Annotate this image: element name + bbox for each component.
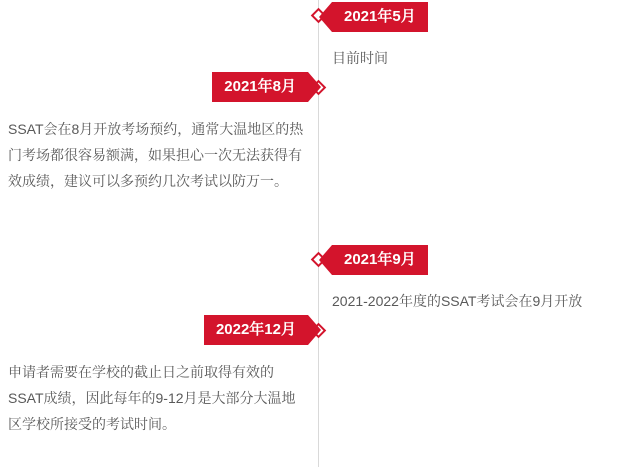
timeline-event-description: 申请者需要在学校的截止日之前取得有效的SSAT成绩，因此每年的9-12月是大部分大温地区学校所接受的考试时间。 xyxy=(8,364,296,432)
timeline-event xyxy=(332,245,617,314)
timeline-event-description: 2021-2022年度的SSAT考试会在9月开放 xyxy=(332,293,583,309)
timeline-event-description: 目前时间 xyxy=(332,50,388,66)
timeline-axis xyxy=(318,0,319,467)
timeline-event-label: 2022年12月 xyxy=(204,315,308,345)
timeline-event-label: 2021年9月 xyxy=(332,245,428,275)
timeline-event-label: 2021年5月 xyxy=(332,2,428,32)
timeline-event-description: SSAT会在8月开放考场预约，通常大温地区的热门考场都很容易额满，如果担心一次无法获得有效成绩，建议可以多预约几次考试以防万一。 xyxy=(8,121,304,189)
timeline-event xyxy=(332,2,612,71)
timeline-event xyxy=(8,315,308,437)
timeline-event-label: 2021年8月 xyxy=(212,72,308,102)
timeline-event xyxy=(8,72,308,194)
